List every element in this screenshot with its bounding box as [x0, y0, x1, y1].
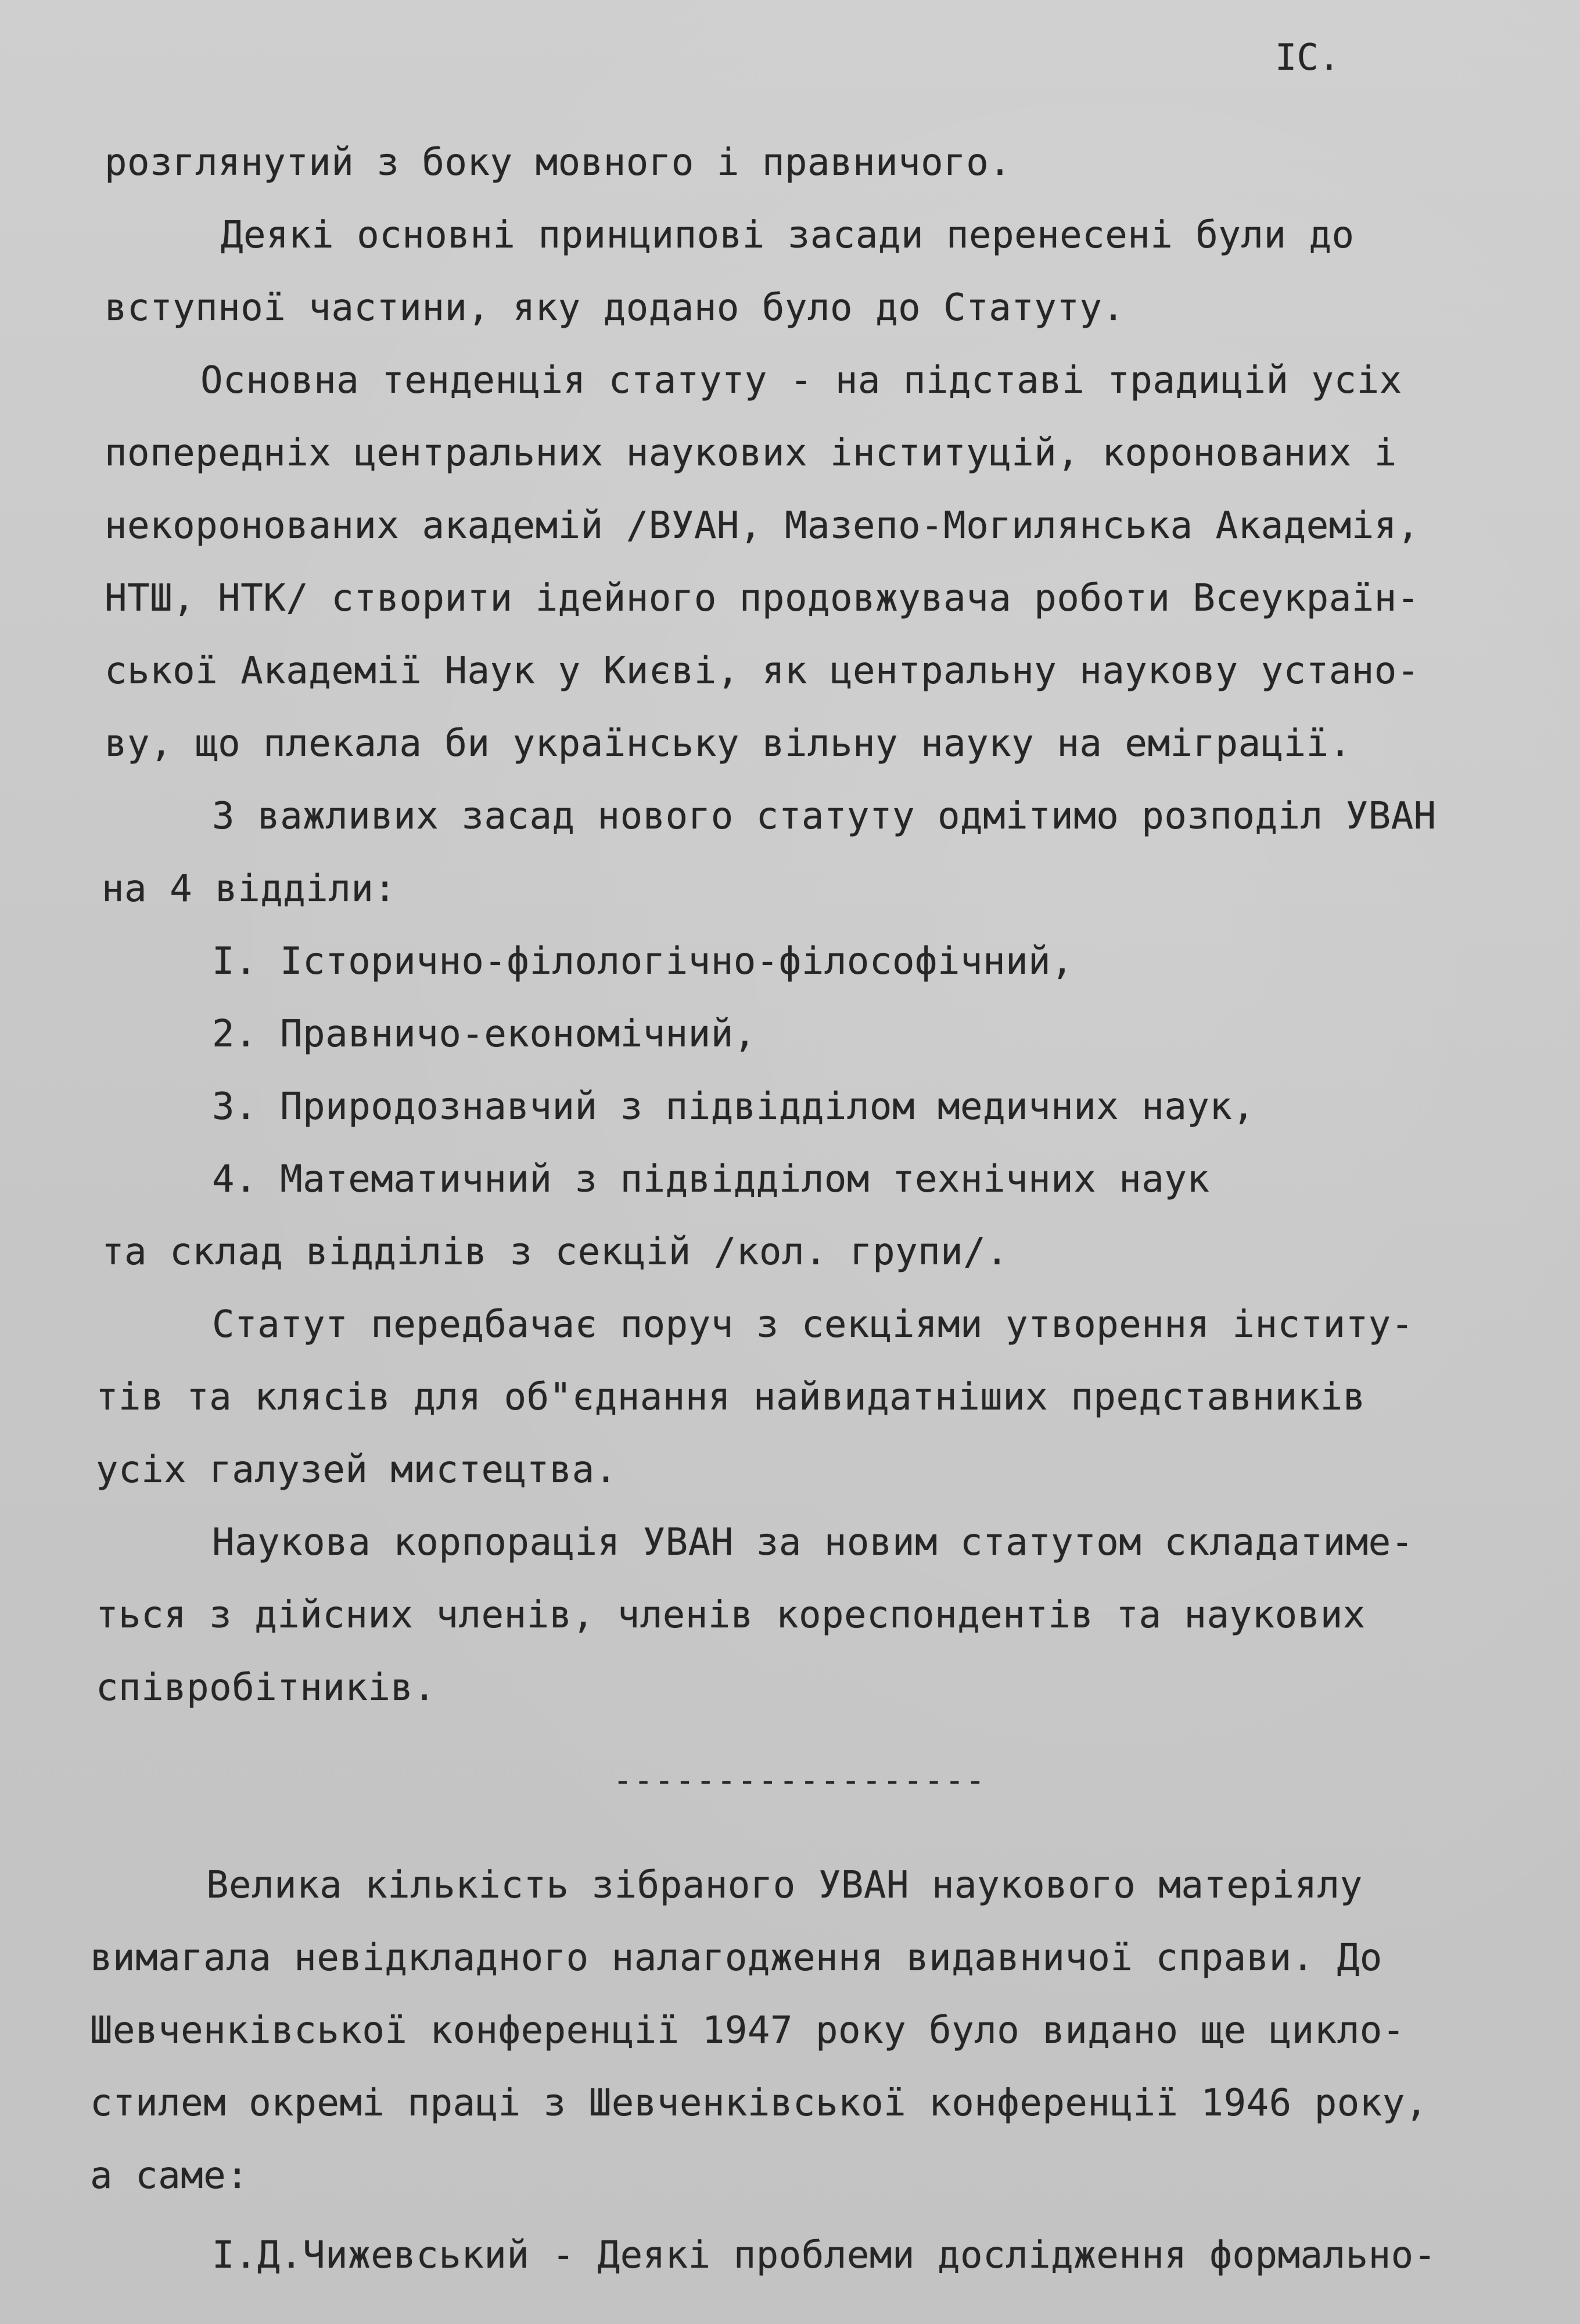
text-line: співробітників.: [96, 1666, 436, 1709]
page-number: IC.: [1275, 36, 1340, 78]
text-line: Деякі основні принципові засади перенесені були до: [221, 214, 1355, 257]
text-line: ської Академії Наук у Києві, як центральну наукову устано-: [105, 650, 1420, 693]
text-line: усіх галузей мистецтва.: [96, 1448, 617, 1491]
section-separator: ------------------: [613, 1762, 986, 1799]
text-line: вступної частини, яку додано було до Статуту.: [105, 286, 1125, 329]
text-line: на 4 відділи:: [102, 867, 397, 910]
text-line: З важливих засад нового статуту одмітимо розподіл УВАН: [212, 795, 1437, 838]
text-line: а саме:: [90, 2154, 249, 2197]
text-line: I.Д.Чижевський - Деякі проблеми дослідження формально-: [212, 2234, 1437, 2277]
text-line: та склад відділів з секцій /кол. групи/.: [102, 1231, 1009, 1274]
text-line: Наукова корпорація УВАН за новим статутом складатиме-: [212, 1521, 1414, 1564]
text-line: стилем окремі праці з Шевченківської конференції 1946 року,: [90, 2082, 1428, 2125]
text-line: I. Історично-філологічно-філософічний,: [212, 940, 1074, 983]
text-line: Шевченківської конференції 1947 року було видано ще цикло-: [90, 2009, 1405, 2052]
text-line: ться з дійсних членів, членів кореспондентів та наукових: [96, 1594, 1366, 1637]
text-line: Основна тенденція статуту - на підставі традицій усіх: [200, 359, 1402, 402]
text-line: тів та клясів для об"єднання найвидатніших представників: [96, 1376, 1366, 1419]
text-line: 2. Правничо-економічний,: [212, 1013, 756, 1056]
text-line: 3. Природознавчий з підвідділом медичних наук,: [212, 1085, 1255, 1128]
text-line: некоронованих академій /ВУАН, Мазепо-Могилянська Академія,: [105, 504, 1420, 547]
text-line: Велика кількість зібраного УВАН наукового матеріялу: [206, 1864, 1363, 1907]
text-line: попередніх центральних наукових інституцій, коронованих і: [105, 432, 1397, 475]
text-line: вимагала невідкладного налагодження видавничої справи. До: [90, 1936, 1382, 1979]
text-line: розглянутий з боку мовного і правничого.: [105, 141, 1012, 184]
text-line: 4. Математичний з підвідділом технічних наук: [212, 1158, 1210, 1201]
text-line: ву, що плекала би українську вільну науку на еміграції.: [105, 722, 1352, 765]
text-line: Статут передбачає поруч з секціями утворення інститу-: [212, 1303, 1414, 1346]
text-line: НТШ, НТК/ створити ідейного продовжувача роботи Всеукраїн-: [105, 577, 1420, 620]
